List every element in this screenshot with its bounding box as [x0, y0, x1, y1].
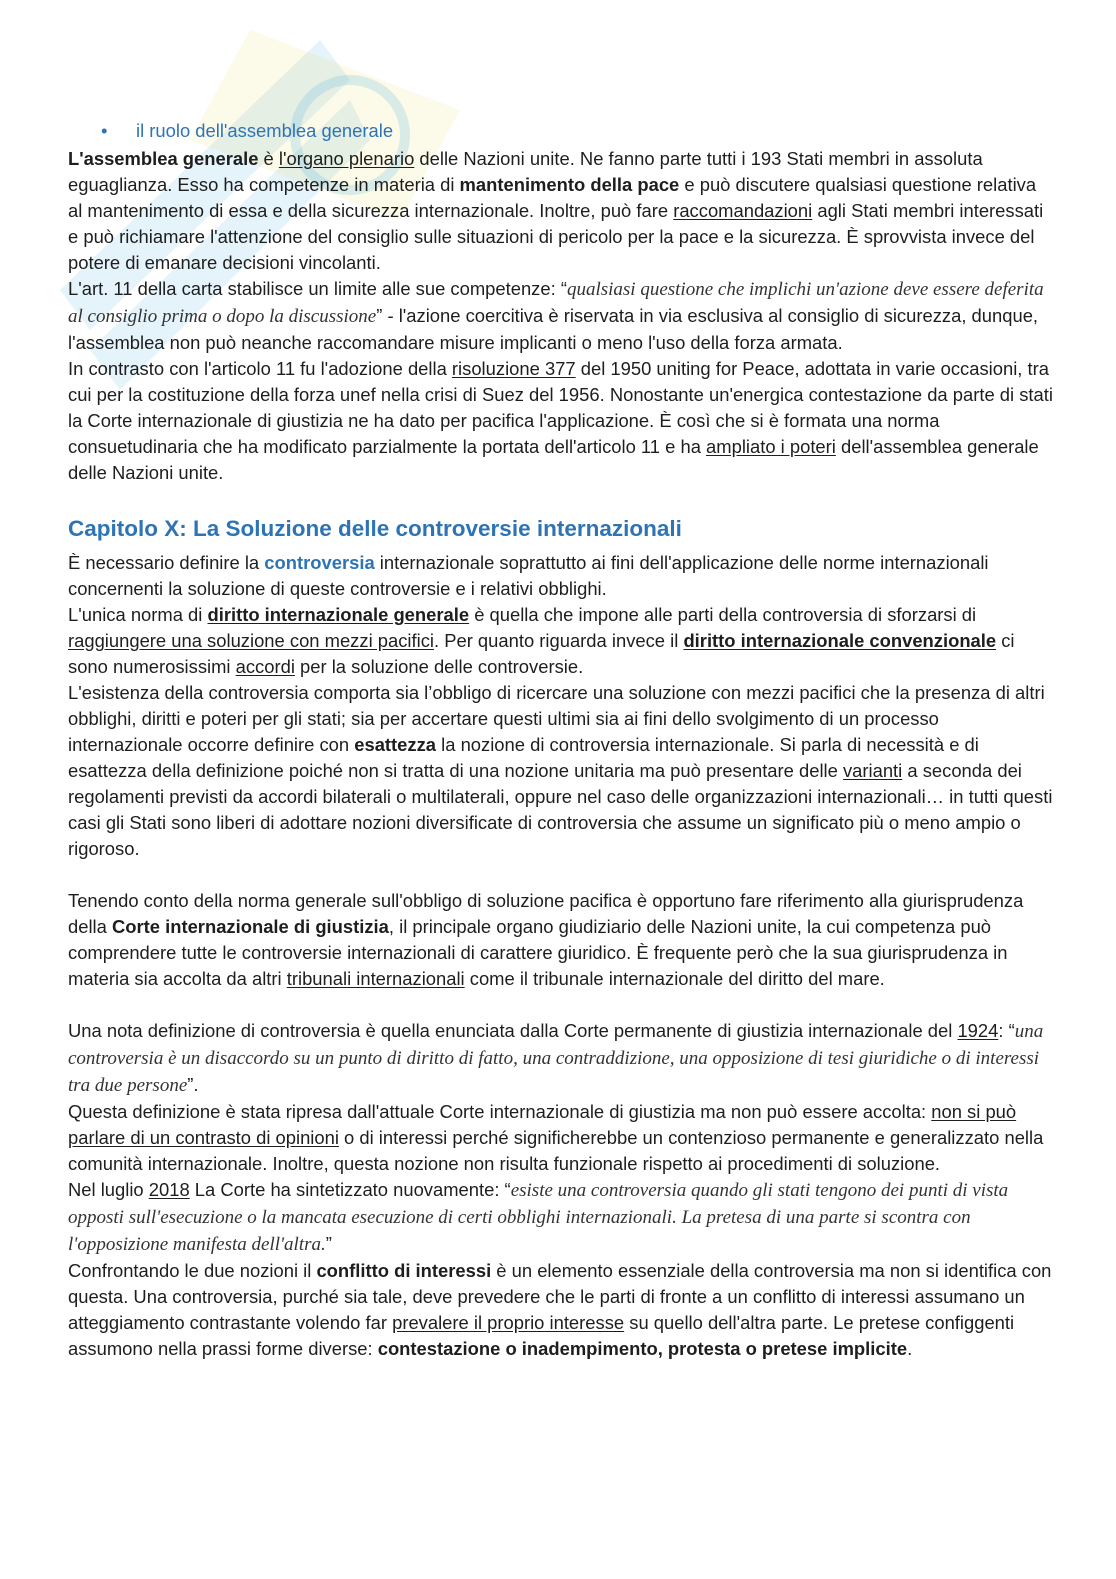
paragraph-assemblea: L'assemblea generale è l'organo plenario delle Nazioni unite. Ne fanno parte tutti i 193 Stati membri in assoluta eguaglianza. Esso ha competenze in materia di mantenimento della pace e può discutere qualsiasi questione relativa al mantenimento di essa e della sicurezza internazionale. Inoltre, può fare raccomandazioni agli Stati membri interessati e può richiamare l'attenzione del consiglio sulle situazioni di pericolo per la pace e la sicurezza. È sprovvista invece del potere di emanare decisioni vincolanti. [68, 148, 1044, 273]
paragraph-definizione-1924: Una nota definizione di controversia è quella enunciata dalla Corte permanente di giustizia internazionale del 1924: “una controversia è un disaccordo su un punto di diritto di fatto, una contraddizione, una opposizione di tesi giuridiche o di interessi tra due persone”. [68, 1020, 1044, 1096]
bullet-item: • il ruolo dell'assemblea generale [68, 118, 1053, 144]
paragraph-norma-diritto: L'unica norma di diritto internazionale generale è quella che impone alle parti della controversia di sforzarsi di raggiungere una soluzione con mezzi pacifici. Per quanto riguarda invece il diritto internazionale convenzionale ci sono numerosissimi accordi per la soluzione delle controversie. [68, 604, 1015, 677]
paragraph-art-11: L'art. 11 della carta stabilisce un limite alle sue competenze: “qualsiasi questione che implichi un'azione deve essere deferita al consiglio prima o dopo la discussione” - l'azione coercitiva è riservata in via esclusiva al consiglio di sicurezza, dunque, l'assemblea non può neanche raccomandare misure implicanti o meno l'uso della forza armata. [68, 278, 1044, 353]
paragraph-controversia: È necessario definire la controversia internazionale soprattutto ai fini dell'applicazione delle norme internazionali concernenti la soluzione di queste controversie e i relativi obblighi. [68, 552, 989, 599]
section-title: Capitolo X: La Soluzione delle controversie internazionali [68, 516, 682, 541]
paragraph-ripresa: Questa definizione è stata ripresa dall'attuale Corte internazionale di giustizia ma non può essere accolta: non si può parlare di un contrasto di opinioni o di interessi perché significherebbe un contenzioso permanente e generalizzato nella comunità internazionale. Inoltre, questa nozione non risulta funzionale rispetto ai procedimenti di soluzione. [68, 1101, 1044, 1174]
paragraph-corte-giustizia: Tenendo conto della norma generale sull'obbligo di soluzione pacifica è opportuno fare riferimento alla giurisprudenza della Corte internazionale di giustizia, il principale organo giudiziario delle Nazioni unite, la cui competenza può comprendere tutte le controversie internazionali di carattere giuridico. È frequente però che la sua giurisprudenza in materia sia accolta da altri tribunali internazionali come il tribunale internazionale del diritto del mare. [68, 890, 1024, 989]
paragraph-esattezza: L'esistenza della controversia comporta sia l’obbligo di ricercare una soluzione con mezzi pacifici che la presenza di altri obblighi, diritti e poteri per gli stati; sia per accertare questi ultimi sia ai fini dello svolgimento di un processo internazionale occorre definire con esattezza la nozione di controversia internazionale. Si parla di necessità e di esattezza della definizione poiché non si tratta di una nozione unitaria ma può presentare delle varianti a seconda dei regolamenti previsti da accordi bilaterali o multilaterali, oppure nel caso delle organizzazioni internazionali… in tutti questi casi gli Stati sono liberi di adottare nozioni diversificate di controversia che assume un significato più o meno ampio o rigoroso. [68, 682, 1053, 859]
paragraph-luglio-2018: Nel luglio 2018 La Corte ha sintetizzato nuovamente: “esiste una controversia quando gli stati tengono dei punti di vista opposti sull'esecuzione o la mancata esecuzione di certi obblighi internazionali. La pretesa di una parte si scontra con l'opposizione manifesta dell'altra.” [68, 1179, 1009, 1255]
paragraph-gap [68, 992, 1053, 1018]
paragraph-conflitto-interessi: Confrontando le due nozioni il conflitto di interessi è un elemento essenziale della controversia ma non si identifica con questa. Una controversia, purché sia tale, deve prevedere che le parti di fronte a un conflitto di interessi assumano un atteggiamento contrastante volendo far prevalere il proprio interesse su quello dell'altra parte. Le pretese configgenti assumono nella prassi forme diverse: contestazione o inadempimento, protesta o pretese implicite. [68, 1260, 1052, 1359]
paragraph-risoluzione-377: In contrasto con l'articolo 11 fu l'adozione della risoluzione 377 del 1950 uniting for Peace, adottata in varie occasioni, tra cui per la costituzione della forza unef nella crisi di Suez del 1956. Nonostante un'energica contestazione da parte di stati la Corte internazionale di giustizia ne ha dato per pacifica l'applicazione. È così che si è formata una norma consuetudinaria che ha modificato parzialmente la portata dell'articolo 11 e ha ampliato i poteri dell'assemblea generale delle Nazioni unite. [68, 358, 1053, 483]
document-page [68, 118, 1053, 1362]
bullet-dot-icon: • [101, 120, 108, 141]
paragraph-gap [68, 862, 1053, 888]
